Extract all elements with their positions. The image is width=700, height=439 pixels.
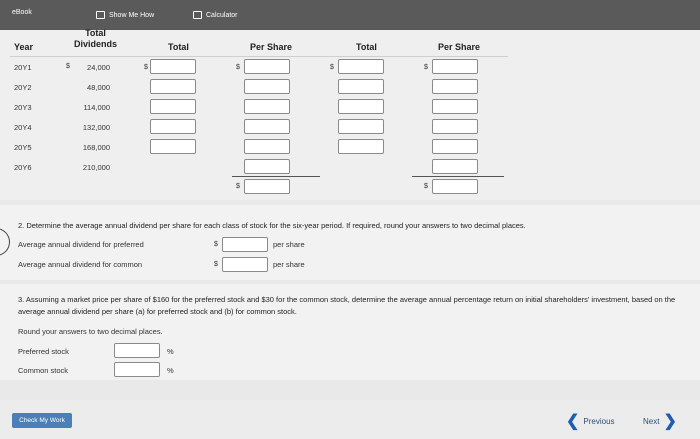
common-return-input[interactable] <box>114 362 160 377</box>
per-share-unit: per share <box>273 240 305 249</box>
percent-unit: % <box>167 347 174 356</box>
total-dividends-cell: 210,000 <box>82 163 110 172</box>
show-me-how-label: Show Me How <box>109 11 155 19</box>
previous-label: Previous <box>583 416 615 426</box>
check-my-work-button[interactable]: Check My Work <box>12 413 72 428</box>
avg-dividend-common-label: Average annual dividend for common <box>18 260 143 269</box>
total-dividends-cell: 24,000 <box>87 63 110 72</box>
calculator-button[interactable] <box>193 8 238 22</box>
avg-dividend-preferred-label: Average annual dividend for preferred <box>18 240 144 249</box>
round-note: Round your answers to two decimal places. <box>18 327 163 336</box>
calculator-label: Calculator <box>206 11 238 19</box>
year-cell: 20Y3 <box>14 103 32 112</box>
preferred-per-share-input[interactable] <box>244 119 290 134</box>
header-per-share-common: Per Share <box>438 42 481 52</box>
total-dividends-cell: 132,000 <box>82 123 110 132</box>
common-total-input[interactable] <box>338 119 384 134</box>
preferred-per-share-input[interactable] <box>244 99 290 114</box>
video-icon <box>96 11 105 19</box>
avg-per-share-common-input[interactable] <box>432 179 478 194</box>
preferred-total-input[interactable] <box>150 59 196 74</box>
currency-symbol: $ <box>330 64 334 71</box>
avg-dividend-preferred-input[interactable] <box>222 237 268 252</box>
currency-symbol: $ <box>424 183 428 190</box>
calculator-icon <box>193 11 202 19</box>
common-per-share-input[interactable] <box>432 119 478 134</box>
total-dividends-cell: 114,000 <box>83 103 110 112</box>
header-divider <box>10 56 508 57</box>
preferred-per-share-input[interactable] <box>244 59 290 74</box>
previous-button[interactable] <box>566 412 615 430</box>
common-per-share-input[interactable] <box>432 79 478 94</box>
top-toolbar <box>0 0 700 30</box>
currency-symbol: $ <box>236 64 240 71</box>
avg-per-share-preferred-input[interactable] <box>244 179 290 194</box>
chevron-left-icon: ❮ <box>566 413 580 430</box>
per-share-unit: per share <box>273 260 305 269</box>
percent-unit: % <box>167 366 174 375</box>
preferred-total-input[interactable] <box>150 119 196 134</box>
preferred-per-share-input[interactable] <box>244 79 290 94</box>
sum-line-common <box>412 176 504 177</box>
year-cell: 20Y4 <box>14 123 32 132</box>
header-total-common: Total <box>356 42 377 52</box>
preferred-total-input[interactable] <box>150 79 196 94</box>
year-cell: 20Y6 <box>14 163 32 172</box>
preferred-per-share-input[interactable] <box>244 139 290 154</box>
next-label: Next <box>643 416 660 426</box>
next-button[interactable] <box>643 412 677 430</box>
common-stock-label: Common stock <box>18 366 69 375</box>
header-per-share-preferred: Per Share <box>250 42 293 52</box>
common-per-share-input[interactable] <box>432 59 478 74</box>
common-per-share-input[interactable] <box>432 99 478 114</box>
currency-symbol: $ <box>214 261 218 268</box>
year-cell: 20Y5 <box>14 143 32 152</box>
preferred-total-input[interactable] <box>150 139 196 154</box>
chevron-right-icon: ❯ <box>663 413 677 430</box>
currency-symbol: $ <box>214 241 218 248</box>
common-total-input[interactable] <box>338 59 384 74</box>
show-me-how-button[interactable] <box>96 8 154 22</box>
currency-symbol: $ <box>424 64 428 71</box>
currency-symbol: $ <box>144 64 148 71</box>
year-cell: 20Y1 <box>14 63 32 72</box>
total-dividends-cell: 168,000 <box>82 143 110 152</box>
header-total-dividends: Total Dividends <box>74 28 118 49</box>
year-cell: 20Y2 <box>14 83 32 92</box>
common-total-input[interactable] <box>338 79 384 94</box>
question-3-text: 3. Assuming a market price per share of $160 for the preferred stock and $30 for the common stock, determine the average annual percentage return on initial shareholders' investment, based on the average annual dividend per share (a) for preferred stock and (b) for common stock. <box>18 295 676 316</box>
preferred-stock-label: Preferred stock <box>18 347 69 356</box>
currency-symbol: $ <box>66 63 70 70</box>
ebook-link[interactable]: eBook <box>12 9 32 16</box>
preferred-per-share-input[interactable] <box>244 159 290 174</box>
total-dividends-cell: 48,000 <box>87 83 110 92</box>
currency-symbol: $ <box>236 183 240 190</box>
header-year: Year <box>14 42 34 52</box>
common-total-input[interactable] <box>338 99 384 114</box>
preferred-total-input[interactable] <box>150 99 196 114</box>
common-per-share-input[interactable] <box>432 159 478 174</box>
question-2-text: 2. Determine the average annual dividend per share for each class of stock for the six-year period. If required, round your answers to two decimal places. <box>18 221 526 230</box>
sum-line-preferred <box>232 176 320 177</box>
common-per-share-input[interactable] <box>432 139 478 154</box>
preferred-return-input[interactable] <box>114 343 160 358</box>
header-total-preferred: Total <box>168 42 189 52</box>
common-total-input[interactable] <box>338 139 384 154</box>
avg-dividend-common-input[interactable] <box>222 257 268 272</box>
